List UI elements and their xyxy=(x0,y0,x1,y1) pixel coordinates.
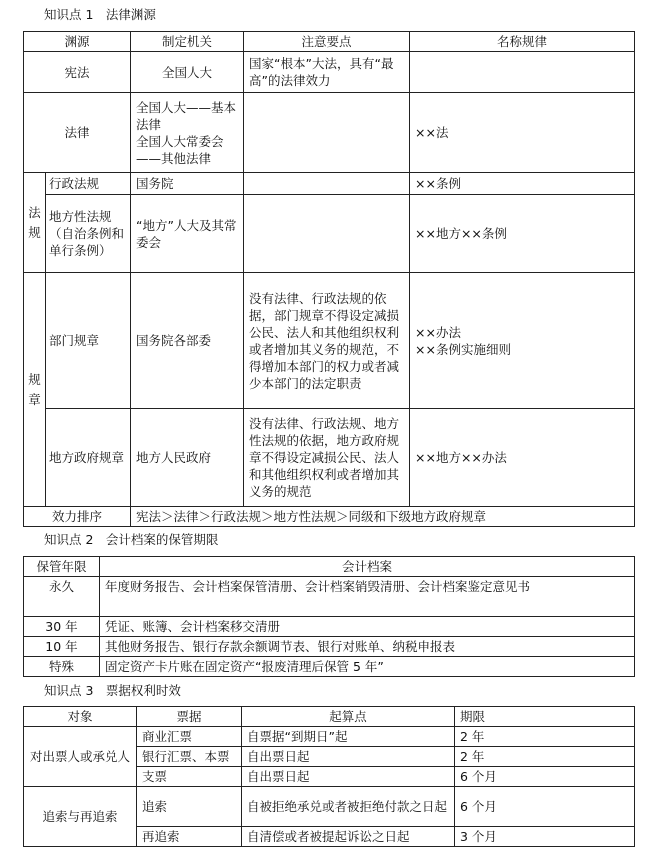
table-row xyxy=(24,657,635,677)
body-line: 全国人大常委会——其他法律 xyxy=(136,133,224,166)
table-row xyxy=(24,637,635,657)
group-label-fagui xyxy=(24,173,46,273)
note-cell xyxy=(244,173,410,195)
law-sources-table xyxy=(23,31,635,527)
bill-rights-table xyxy=(23,706,635,847)
naming-cell: ××条例 xyxy=(410,173,635,195)
group-label-text: 规章 xyxy=(28,371,41,407)
group-label-text: 法规 xyxy=(28,204,41,240)
section1-heading: 知识点 1 法律渊源 xyxy=(44,7,156,22)
table-row xyxy=(24,409,635,507)
limit-cell: 6 个月 xyxy=(455,787,635,827)
body-line: 全国人大——基本法律 xyxy=(136,99,237,132)
table-row xyxy=(24,173,635,195)
items-cell: 其他财务报告、银行存款余额调节表、银行对账单、纳税申报表 xyxy=(100,637,635,657)
naming-cell xyxy=(410,52,635,93)
period-cell: 特殊 xyxy=(24,657,100,677)
source-cell: 部门规章 xyxy=(46,273,131,409)
items-cell: 固定资产卡片账在固定资产“报废清理后保管 5 年” xyxy=(100,657,635,677)
group-label-guizhang xyxy=(24,273,46,507)
table-header-row xyxy=(24,32,635,52)
header-items: 会计档案 xyxy=(100,557,635,577)
body-cell: 国务院 xyxy=(131,173,244,195)
start-cell: 自票据“到期日”起 xyxy=(242,727,455,747)
table-row xyxy=(24,93,635,173)
naming-line: ××条例实施细则 xyxy=(415,341,511,357)
start-cell: 自清偿或者被提起诉讼之日起 xyxy=(242,827,455,847)
bill-cell: 银行汇票、本票 xyxy=(137,747,242,767)
header-naming: 名称规律 xyxy=(410,32,635,52)
source-cell: 地方政府规章 xyxy=(46,409,131,507)
header-bill: 票据 xyxy=(137,707,242,727)
body-cell: “地方”人大及其常委会 xyxy=(131,195,244,273)
naming-line: ××办法 xyxy=(415,324,461,340)
bill-cell: 追索 xyxy=(137,787,242,827)
body-cell: 地方人民政府 xyxy=(131,409,244,507)
header-limit: 期限 xyxy=(455,707,635,727)
header-source: 渊源 xyxy=(24,32,131,52)
table-row xyxy=(24,52,635,93)
table-row xyxy=(24,507,635,527)
table-row xyxy=(24,617,635,637)
start-cell: 自被拒绝承兑或者被拒绝付款之日起 xyxy=(242,787,455,827)
note-cell: 没有法律、行政法规的依据，部门规章不得设定减损公民、法人和其他组织权利或者增加其义务的规范，不得增加本部门的权力或者减少本部门的法定职责 xyxy=(244,273,410,409)
bill-cell: 再追索 xyxy=(137,827,242,847)
items-cell: 年度财务报告、会计档案保管清册、会计档案销毁清册、会计档案鉴定意见书 xyxy=(100,577,635,617)
period-cell: 10 年 xyxy=(24,637,100,657)
bill-cell: 商业汇票 xyxy=(137,727,242,747)
table-row xyxy=(24,727,635,747)
table-row xyxy=(24,195,635,273)
table-row xyxy=(24,273,635,409)
body-cell xyxy=(131,93,244,173)
bill-cell: 支票 xyxy=(137,767,242,787)
source-cell: 行政法规 xyxy=(46,173,131,195)
note-cell: 国家“根本”大法，具有“最高”的法律效力 xyxy=(244,52,410,93)
body-cell: 国务院各部委 xyxy=(131,273,244,409)
note-cell xyxy=(244,195,410,273)
object-cell: 对出票人或承兑人 xyxy=(24,727,137,787)
section2-heading: 知识点 2 会计档案的保管期限 xyxy=(44,532,219,547)
note-cell xyxy=(244,93,410,173)
header-object: 对象 xyxy=(24,707,137,727)
items-cell: 凭证、账簿、会计档案移交清册 xyxy=(100,617,635,637)
source-cell: 地方性法规（自治条例和单行条例） xyxy=(46,195,131,273)
table-row xyxy=(24,577,635,617)
naming-cell: ××地方××办法 xyxy=(410,409,635,507)
header-period: 保管年限 xyxy=(24,557,100,577)
note-cell: 没有法律、行政法规、地方性法规的依据，地方政府规章不得设定减损公民、法人和其他组织权利或者增加其义务的规范 xyxy=(244,409,410,507)
source-cell: 法律 xyxy=(24,93,131,173)
table-header-row xyxy=(24,557,635,577)
table-header-row xyxy=(24,707,635,727)
section3-heading: 知识点 3 票据权利时效 xyxy=(44,683,181,698)
hierarchy-value: 宪法＞法律＞行政法规＞地方性法规＞同级和下级地方政府规章 xyxy=(131,507,635,527)
naming-cell xyxy=(410,273,635,409)
header-note: 注意要点 xyxy=(244,32,410,52)
table-row xyxy=(24,787,635,827)
body-cell: 全国人大 xyxy=(131,52,244,93)
period-cell: 永久 xyxy=(24,577,100,617)
object-cell: 追索与再追索 xyxy=(24,787,137,847)
archive-retention-table xyxy=(23,556,635,677)
naming-cell: ××法 xyxy=(410,93,635,173)
limit-cell: 2 年 xyxy=(455,747,635,767)
limit-cell: 3 个月 xyxy=(455,827,635,847)
header-body: 制定机关 xyxy=(131,32,244,52)
limit-cell: 6 个月 xyxy=(455,767,635,787)
start-cell: 自出票日起 xyxy=(242,767,455,787)
naming-cell: ××地方××条例 xyxy=(410,195,635,273)
header-start: 起算点 xyxy=(242,707,455,727)
start-cell: 自出票日起 xyxy=(242,747,455,767)
source-cell: 宪法 xyxy=(24,52,131,93)
hierarchy-label: 效力排序 xyxy=(24,507,131,527)
limit-cell: 2 年 xyxy=(455,727,635,747)
period-cell: 30 年 xyxy=(24,617,100,637)
